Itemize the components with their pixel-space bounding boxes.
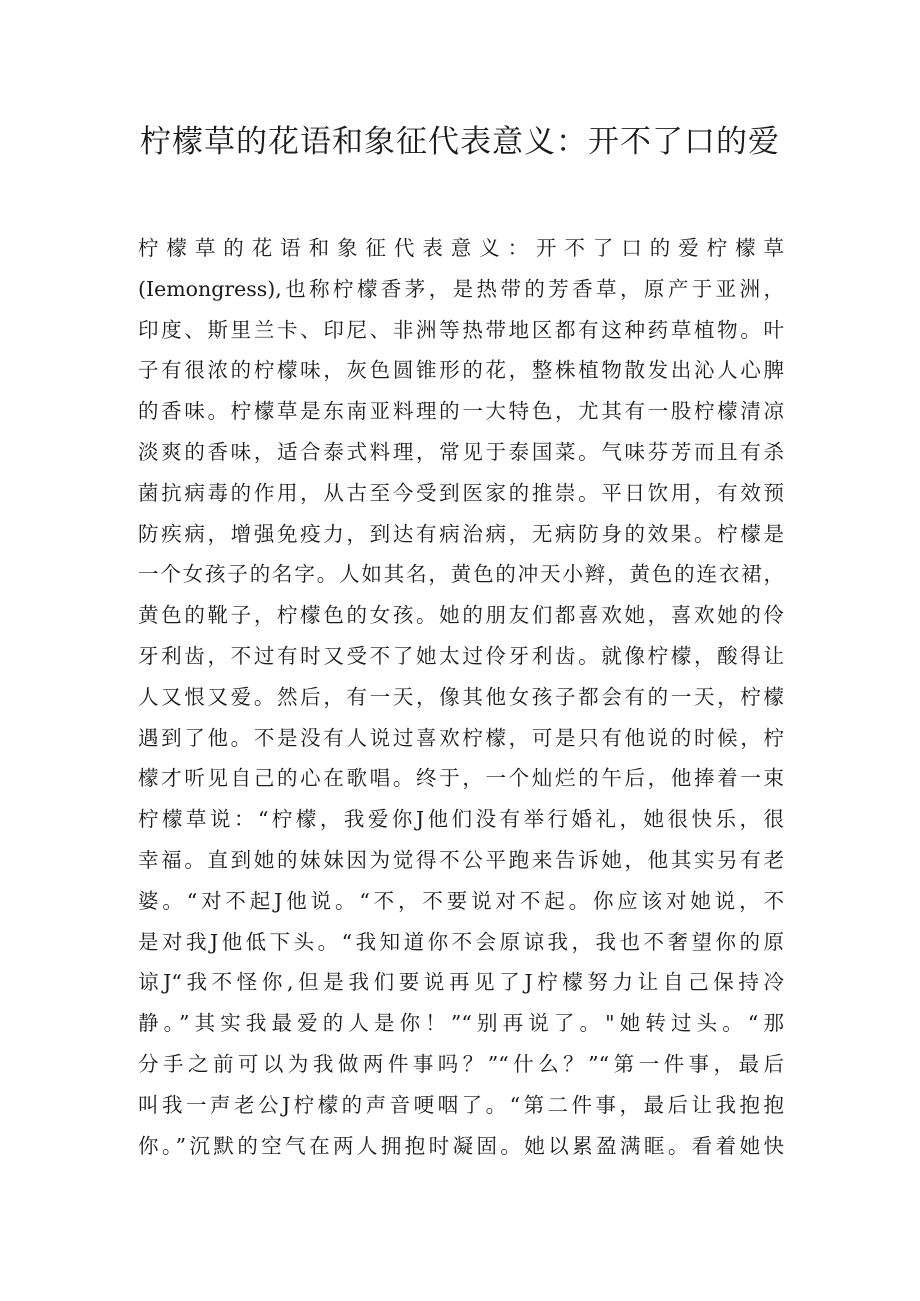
body-line: 遇到了他。不是没有人说过喜欢柠檬，可是只有他说的时候，柠 xyxy=(138,725,784,750)
body-line: 檬才听见自己的心在歌唱。终于，一个灿烂的午后，他捧着一束 xyxy=(138,766,784,791)
body-line: 你。”沉默的空气在两人拥抱时凝固。她以累盈满眶。看着她快 xyxy=(138,1133,784,1158)
body-line: 牙利齿，不过有时又受不了她太过伶牙利齿。就像柠檬，酸得让 xyxy=(138,643,784,668)
body-line: 防疾病，增强免疫力，到达有病治病，无病防身的效果。柠檬是 xyxy=(138,521,784,546)
body-line: 人又恨又爱。然后，有一天，像其他女孩子都会有的一天，柠檬 xyxy=(138,684,784,709)
body-line: (Iemongress),也称柠檬香茅，是热带的芳香草，原产于亚洲， xyxy=(138,276,784,301)
body-line: 柠檬草说：“柠檬，我爱你J他们没有举行婚礼，她很快乐，很 xyxy=(138,807,784,832)
document-title: 柠檬草的花语和象征代表意义：开不了口的爱 xyxy=(140,124,780,160)
body-line: 叫我一声老公J柠檬的声音哽咽了。“第二件事，最后让我抱抱 xyxy=(138,1092,784,1117)
body-line: 分手之前可以为我做两件事吗？”“什么？”“第一件事，最后 xyxy=(138,1051,784,1076)
body-line: 婆。“对不起J他说。“不，不要说对不起。你应该对她说，不 xyxy=(138,888,784,913)
body-line: 菌抗病毒的作用，从古至今受到医家的推崇。平日饮用，有效预 xyxy=(138,480,784,505)
body-line: 子有很浓的柠檬味，灰色圆锥形的花，整株植物散发出沁人心脾 xyxy=(138,358,784,383)
body-line: 印度、斯里兰卡、印尼、非洲等热带地区都有这种药草植物。叶 xyxy=(138,317,784,342)
document-body xyxy=(138,228,784,1166)
body-line: 是对我J他低下头。“我知道你不会原谅我，我也不奢望你的原 xyxy=(138,929,784,954)
body-line: 的香味。柠檬草是东南亚料理的一大特色，尤其有一股柠檬清凉 xyxy=(138,399,784,424)
body-line: 谅J“我不怪你,但是我们要说再见了J柠檬努力让自己保持冷 xyxy=(138,970,784,995)
body-line: 黄色的靴子，柠檬色的女孩。她的朋友们都喜欢她，喜欢她的伶 xyxy=(138,603,784,628)
body-line: 静。”其实我最爱的人是你！”“别再说了。"她转过头。“那 xyxy=(138,1011,784,1036)
body-line: 淡爽的香味，适合泰式料理，常见于泰国菜。气味芬芳而且有杀 xyxy=(138,439,784,464)
body-line: 幸福。直到她的妹妹因为觉得不公平跑来告诉她，他其实另有老 xyxy=(138,847,784,872)
body-line: 一个女孩子的名字。人如其名，黄色的冲天小辫，黄色的连衣裙， xyxy=(138,562,784,587)
body-line: 柠 檬 草 的 花 语 和 象 征 代 表 意 义 ： 开 不 了 口 的 爱 柠 檬 草 xyxy=(138,236,784,260)
